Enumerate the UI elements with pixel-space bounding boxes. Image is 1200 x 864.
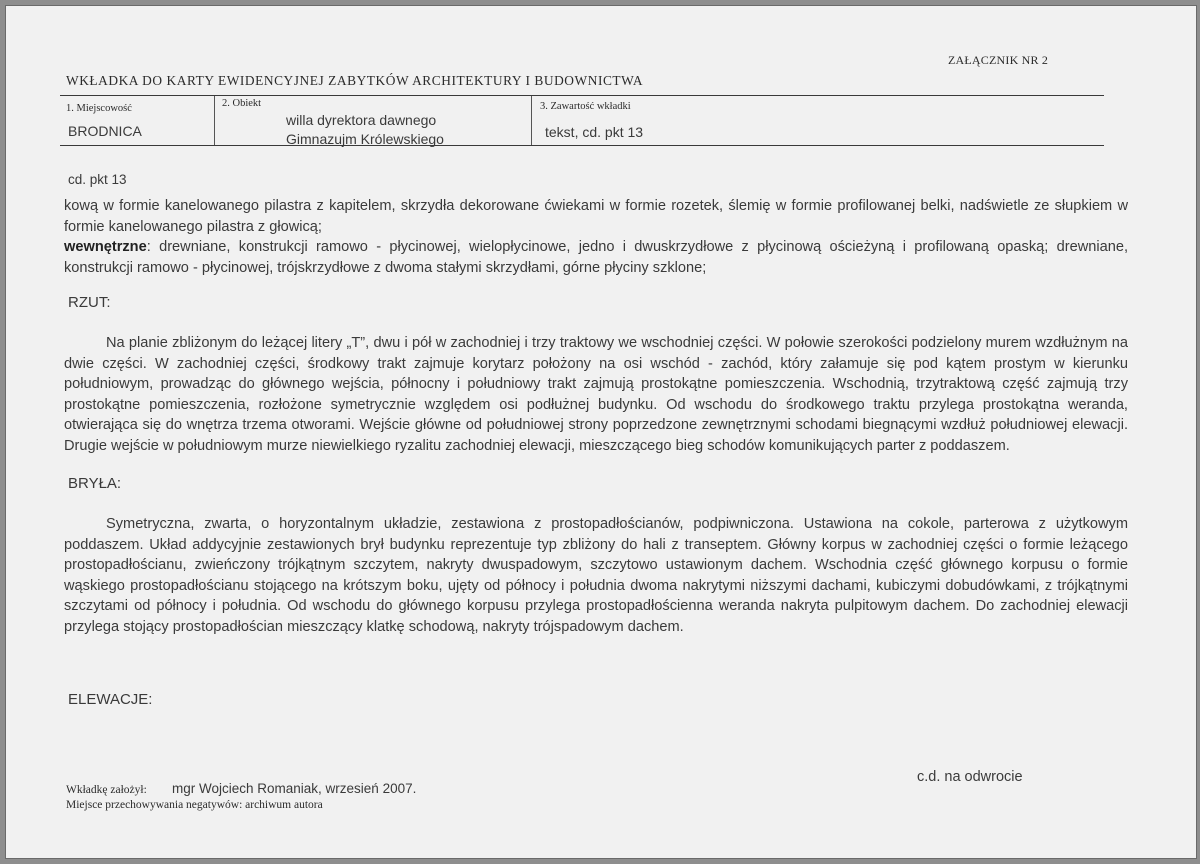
rzut-heading: RZUT: xyxy=(68,294,111,311)
field-object-value-line1: willa dyrektora dawnego xyxy=(286,112,437,128)
header-divider-1 xyxy=(214,96,215,145)
continued-note: c.d. na odwrocie xyxy=(917,769,1023,785)
header-divider-2 xyxy=(531,96,532,145)
author-label: Wkładkę założył: xyxy=(66,784,147,796)
annex-number: ZAŁĄCZNIK NR 2 xyxy=(948,53,1049,67)
bryla-paragraph: Symetryczna, zwarta, o horyzontalnym układzie, zestawiona z prostopadłościanów, podpiwniczona. Ustawiona na cokole, parterowa z użytkowym poddaszem. Układ addycyjnie zestawionych brył budynku reprezentuje typ zbliżony do hali z transeptem. Główny korpus w zachodniej części o formie leżącego prostopadłościanu, zwieńczony trójkątnym szczytem, nakryty dwuspadowym, szczytowo ustawionym dachem. Wschodnia część głównego korpusu o formie wąskiego prostopadłościanu stojącego na krótszym boku, ujęty od północy i południa dwoma nakrytymi niższymi dachami, kubiczymi dobudówkami, z trójkątnymi szczytami od północy i południa. Od wschodu do głównego korpusu przylega prostopadłościenna weranda nakryta pulpitowym dachem. Do zachodniej elewacji przylega stojący prostopadłościan mieszczący klatkę schodową, nakryty trójspadowym dachem. xyxy=(64,516,1128,635)
interior-doors-paragraph xyxy=(64,237,1128,278)
field-locality-value: BRODNICA xyxy=(68,123,142,139)
header-top-rule xyxy=(60,95,1104,96)
interior-label: wewnętrzne xyxy=(64,239,147,255)
header-bottom-rule xyxy=(60,145,1104,146)
elewacje-heading: ELEWACJE: xyxy=(68,691,153,708)
author-value: mgr Wojciech Romaniak, wrzesień 2007. xyxy=(172,781,417,796)
field-object-value-line2: Gimnazujm Królewskiego xyxy=(286,131,444,147)
field-locality-label: 1. Miejscowość xyxy=(66,103,132,114)
field-object-label: 2. Obiekt xyxy=(222,98,262,109)
interior-text: : drewniane, konstrukcji ramowo - płycinowej, wielopłycinowe, jedno i dwuskrzydłowe z płycinową ościeżyną i profilowaną opaską; drewniane, konstrukcji ramowo - płycinowej, trójskrzydłowe z dwoma stałymi skrzydłami, górne płyciny szklone; xyxy=(64,239,1128,276)
field-contents-label: 3. Zawartość wkładki xyxy=(540,101,631,112)
intro-paragraph: kową w formie kanelowanego pilastra z kapitelem, skrzydła dekorowane ćwiekami w formie rozetek, ślemię w formie profilowanej belki, nadświetle ze słupkiem w formie kanelowanego pilastra z głowicą; xyxy=(64,198,1128,235)
rzut-paragraph: Na planie zbliżonym do leżącej litery „T”, dwu i pół w zachodniej i trzy traktowy we wschodniej części. W połowie szerokości podzielony murem wzdłużnym na dwie części. W zachodniej części, środkowy trakt zajmuje korytarz położony na osi wschód - zachód, który załamuje się pod kątem prostym w kierunku południowym, prowadząc do głównego wejścia, północny i południowy trakt zajmują prostokątne pomieszczenia. Wschodnią, trzytraktową część zajmują trzy prostokątne pomieszczenia, rozłożone symetrycznie względem osi podłużnej budynku. Od wschodu do środkowego traktu przylega prostokątna weranda, otwierająca się do wnętrza trzema otworami. Wejście główne od południowej strony poprzedzone zewnętrznymi schodami biegnącymi wzdłuż południowej elewacji. Drugie wejście w południowym murze niewielkiego ryzalitu zachodniej elewacji, mieszczącego bieg schodów komunikujących parter z poddaszem. xyxy=(64,335,1128,454)
form-title: WKŁADKA DO KARTY EWIDENCYJNEJ ZABYTKÓW ARCHITEKTURY I BUDOWNICTWA xyxy=(66,73,644,88)
continuation-label: cd. pkt 13 xyxy=(68,172,127,187)
negatives-storage-label: Miejsce przechowywania negatywów: archiwum autora xyxy=(66,799,323,811)
bryla-heading: BRYŁA: xyxy=(68,475,122,492)
field-contents-value: tekst, cd. pkt 13 xyxy=(545,124,644,140)
